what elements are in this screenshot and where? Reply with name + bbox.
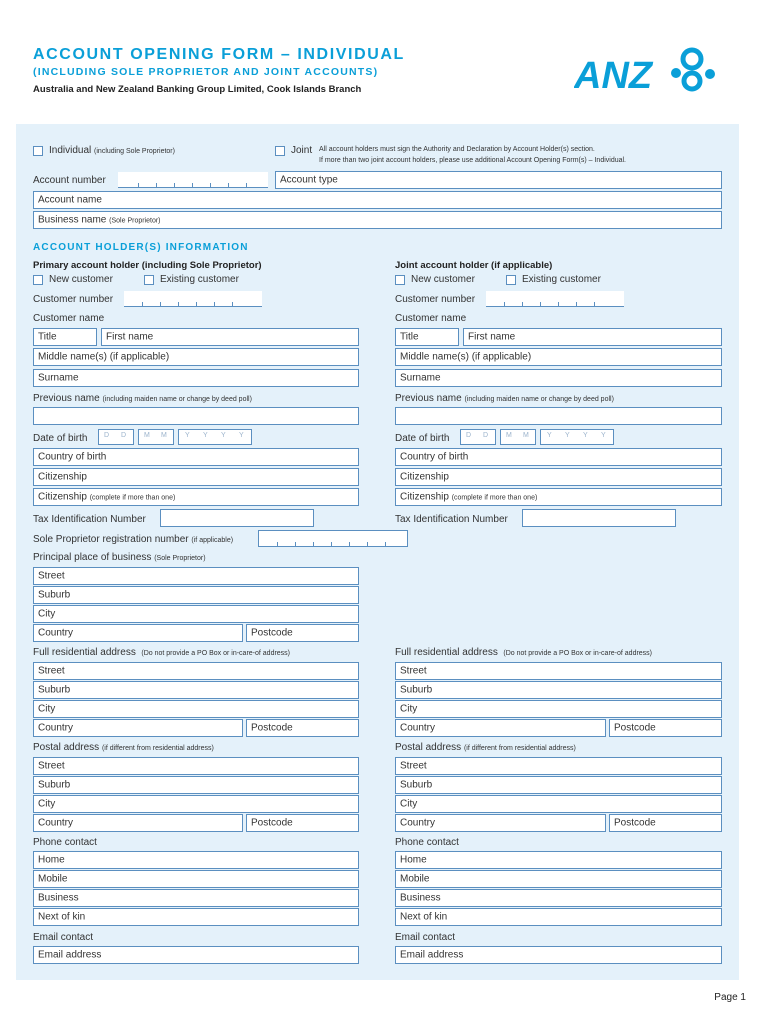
primary-dob-label: Date of birth	[33, 433, 88, 444]
joint-customer-number-field[interactable]	[486, 291, 624, 307]
joint-res-street-field[interactable]: Street	[395, 662, 722, 680]
primary-dob-day[interactable]: D D	[98, 429, 134, 445]
joint-mobile-field[interactable]: Mobile	[395, 870, 722, 888]
principal-suburb-field[interactable]: Suburb	[33, 586, 359, 604]
joint-postal-street-field[interactable]: Street	[395, 757, 722, 775]
primary-title-field[interactable]: Title	[33, 328, 97, 346]
primary-res-postcode-field[interactable]: Postcode	[246, 719, 359, 737]
joint-middle-names-field[interactable]: Middle name(s) (if applicable)	[395, 348, 722, 366]
primary-res-suburb-field[interactable]: Suburb	[33, 681, 359, 699]
joint-note-2: If more than two joint account holders, please use additional Account Opening Form(s) – Individual.	[319, 157, 627, 164]
joint-dob-label: Date of birth	[395, 433, 450, 444]
primary-tin-field[interactable]	[160, 509, 314, 527]
section-title: ACCOUNT HOLDER(S) INFORMATION	[33, 242, 249, 253]
page-number: Page 1	[714, 992, 746, 1003]
joint-checkbox[interactable]	[275, 146, 285, 156]
primary-tin-label: Tax Identification Number	[33, 514, 146, 525]
joint-tin-label: Tax Identification Number	[395, 514, 508, 525]
primary-customer-number-label: Customer number	[33, 294, 114, 305]
individual-checkbox[interactable]	[33, 146, 43, 156]
joint-customer-name-label: Customer name	[395, 313, 467, 324]
joint-residential-label: Full residential address (Do not provide a PO Box or in-care-of address)	[395, 647, 653, 658]
joint-postal-postcode-field[interactable]: Postcode	[609, 814, 722, 832]
joint-label: Joint	[291, 145, 313, 156]
joint-first-name-field[interactable]: First name	[463, 328, 722, 346]
joint-surname-field[interactable]: Surname	[395, 369, 722, 387]
principal-city-field[interactable]: City	[33, 605, 359, 623]
joint-email-field[interactable]: Email address	[395, 946, 722, 964]
joint-res-postcode-field[interactable]: Postcode	[609, 719, 722, 737]
joint-postal-suburb-field[interactable]: Suburb	[395, 776, 722, 794]
primary-existing-customer-label: Existing customer	[160, 274, 239, 285]
svg-text:ANZ: ANZ	[574, 55, 653, 97]
primary-customer-number-field[interactable]	[124, 291, 262, 307]
primary-citizenship-field[interactable]: Citizenship	[33, 468, 359, 486]
joint-home-phone-field[interactable]: Home	[395, 851, 722, 869]
joint-note-1: All account holders must sign the Authority and Declaration by Account Holder(s) section.	[319, 146, 595, 153]
primary-residential-label: Full residential address (Do not provide a PO Box or in-care-of address)	[33, 647, 291, 658]
primary-email-contact-label: Email contact	[33, 932, 94, 943]
primary-existing-customer-checkbox[interactable]	[144, 275, 154, 285]
joint-heading: Joint account holder (if applicable)	[395, 260, 553, 271]
primary-citizenship-more-field[interactable]: Citizenship (complete if more than one)	[33, 488, 359, 506]
primary-surname-field[interactable]: Surname	[33, 369, 359, 387]
joint-title-field[interactable]: Title	[395, 328, 459, 346]
joint-customer-number-label: Customer number	[395, 294, 476, 305]
primary-mobile-field[interactable]: Mobile	[33, 870, 359, 888]
principal-country-field[interactable]: Country	[33, 624, 243, 642]
joint-dob-month[interactable]: M M	[500, 429, 536, 445]
bank-name: Australia and New Zealand Banking Group Limited, Cook Islands Branch	[33, 84, 362, 95]
joint-previous-name-label: Previous name (including maiden name or change by deed poll)	[395, 393, 614, 404]
form-subtitle: (INCLUDING SOLE PROPRIETOR AND JOINT ACCOUNTS)	[33, 66, 379, 78]
primary-res-street-field[interactable]: Street	[33, 662, 359, 680]
joint-existing-customer-checkbox[interactable]	[506, 275, 516, 285]
primary-postal-postcode-field[interactable]: Postcode	[246, 814, 359, 832]
joint-next-of-kin-field[interactable]: Next of kin	[395, 908, 722, 926]
account-type-field[interactable]: Account type	[275, 171, 722, 189]
primary-new-customer-label: New customer	[49, 274, 113, 285]
joint-new-customer-checkbox[interactable]	[395, 275, 405, 285]
joint-country-of-birth-field[interactable]: Country of birth	[395, 448, 722, 466]
primary-postal-suburb-field[interactable]: Suburb	[33, 776, 359, 794]
account-number-field[interactable]	[118, 172, 268, 188]
primary-previous-name-field[interactable]	[33, 407, 359, 425]
joint-email-contact-label: Email contact	[395, 932, 456, 943]
joint-citizenship-field[interactable]: Citizenship	[395, 468, 722, 486]
joint-phone-contact-label: Phone contact	[395, 837, 459, 848]
business-name-field[interactable]: Business name (Sole Proprietor)	[33, 211, 722, 229]
joint-citizenship-more-field[interactable]: Citizenship (complete if more than one)	[395, 488, 722, 506]
joint-new-customer-label: New customer	[411, 274, 475, 285]
principal-street-field[interactable]: Street	[33, 567, 359, 585]
joint-postal-country-field[interactable]: Country	[395, 814, 606, 832]
primary-postal-country-field[interactable]: Country	[33, 814, 243, 832]
joint-dob-year[interactable]: Y Y Y Y	[540, 429, 614, 445]
primary-middle-names-field[interactable]: Middle name(s) (if applicable)	[33, 348, 359, 366]
joint-existing-customer-label: Existing customer	[522, 274, 601, 285]
primary-home-phone-field[interactable]: Home	[33, 851, 359, 869]
primary-phone-contact-label: Phone contact	[33, 837, 97, 848]
sole-reg-field[interactable]	[258, 530, 408, 547]
principal-postcode-field[interactable]: Postcode	[246, 624, 359, 642]
primary-postal-street-field[interactable]: Street	[33, 757, 359, 775]
primary-email-field[interactable]: Email address	[33, 946, 359, 964]
account-number-label: Account number	[33, 175, 106, 186]
anz-logo	[574, 46, 724, 98]
primary-previous-name-label: Previous name (including maiden name or change by deed poll)	[33, 393, 252, 404]
primary-new-customer-checkbox[interactable]	[33, 275, 43, 285]
primary-res-city-field[interactable]: City	[33, 700, 359, 718]
joint-business-phone-field[interactable]: Business	[395, 889, 722, 907]
primary-business-phone-field[interactable]: Business	[33, 889, 359, 907]
primary-postal-label: Postal address (if different from residential address)	[33, 742, 214, 753]
joint-tin-field[interactable]	[522, 509, 676, 527]
primary-country-of-birth-field[interactable]: Country of birth	[33, 448, 359, 466]
primary-customer-name-label: Customer name	[33, 313, 105, 324]
sole-reg-label: Sole Proprietor registration number (if applicable)	[33, 534, 234, 545]
form-title: ACCOUNT OPENING FORM – INDIVIDUAL	[33, 46, 405, 63]
primary-res-country-field[interactable]: Country	[33, 719, 243, 737]
individual-label: Individual (including Sole Proprietor)	[49, 145, 175, 156]
primary-heading: Primary account holder (including Sole Proprietor)	[33, 260, 262, 271]
account-name-field[interactable]: Account name	[33, 191, 722, 209]
primary-dob-month[interactable]: M M	[138, 429, 174, 445]
primary-next-of-kin-field[interactable]: Next of kin	[33, 908, 359, 926]
primary-postal-city-field[interactable]: City	[33, 795, 359, 813]
principal-place-label: Principal place of business (Sole Proprietor)	[33, 552, 206, 563]
joint-res-suburb-field[interactable]: Suburb	[395, 681, 722, 699]
joint-dob-day[interactable]: D D	[460, 429, 496, 445]
joint-postal-city-field[interactable]: City	[395, 795, 722, 813]
primary-first-name-field[interactable]: First name	[101, 328, 359, 346]
joint-res-city-field[interactable]: City	[395, 700, 722, 718]
joint-res-country-field[interactable]: Country	[395, 719, 606, 737]
primary-dob-year[interactable]: Y Y Y Y	[178, 429, 252, 445]
joint-postal-label: Postal address (if different from residential address)	[395, 742, 576, 753]
joint-previous-name-field[interactable]	[395, 407, 722, 425]
